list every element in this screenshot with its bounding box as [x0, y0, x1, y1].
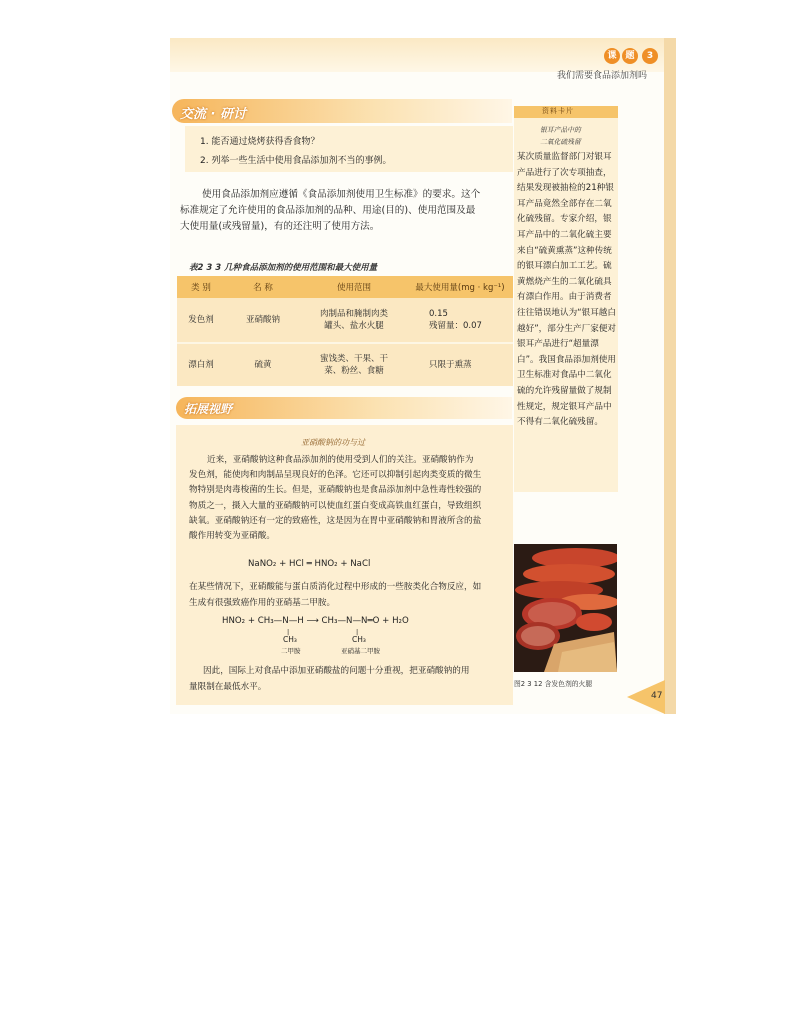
- lesson-badge: 课: [604, 48, 620, 64]
- lesson-badge: 3: [642, 48, 658, 64]
- lesson-badge: 题: [622, 48, 638, 64]
- page-edge-strip: [664, 38, 676, 714]
- cell-line: 残留量：0.07: [429, 321, 482, 331]
- info-card-subtitle: 二氧化硫残留: [540, 138, 581, 146]
- table-cell: [301, 298, 407, 343]
- table-cell: 亚硝酸钠: [225, 298, 301, 343]
- extension-line: 量限制在最低水平。: [189, 682, 267, 692]
- figure-caption: 图2 3 12 含发色剂的火腿: [514, 680, 593, 688]
- paragraph-line: 标准规定了允许使用的食品添加剂的品种、用途(目的)、使用范围及最: [180, 205, 476, 216]
- info-card-subtitle: 银耳产品中的: [540, 126, 581, 134]
- extension-line: 在某些情况下，亚硝酸能与蛋白质消化过程中形成的一些胺类化合物反应，如: [189, 582, 482, 592]
- lesson-subtitle: 我们需要食品添加剂吗: [557, 71, 648, 81]
- equation-1: NaNO₂ + HCl ═ HNO₂ + NaCl: [248, 559, 371, 569]
- methyl-group: CH₃: [283, 635, 297, 644]
- methyl-group: CH₃: [352, 635, 366, 644]
- cell-line: 肉制品和腌制肉类: [319, 309, 388, 319]
- extension-text: [189, 453, 509, 544]
- body-paragraph: [180, 187, 510, 235]
- extension-line: 物质之一，摄入大量的亚硝酸钠可以使血红蛋白变成高铁血红蛋白，导致组织: [189, 500, 482, 511]
- ham-image: [514, 544, 617, 672]
- extension-line: 因此，国际上对食品中添加亚硝酸盐的问题十分重视，把亚硝酸钠的用: [203, 666, 470, 676]
- extension-title: 拓展视野: [184, 402, 233, 416]
- column-header: 类 别: [177, 276, 225, 298]
- table-caption: 表2 3 3 几种食品添加剂的使用范围和最大使用量: [189, 263, 378, 273]
- cell-line: 蜜饯类、干果、干: [319, 354, 388, 364]
- cell-line: 罐头、盐水火腿: [324, 321, 384, 331]
- equation-2: HNO₂ + CH₃—N—H ⟶ CH₃—N—N═O + H₂O: [222, 616, 409, 626]
- compound-label: 二甲胺: [281, 647, 301, 655]
- question-2: 2. 列举一些生活中使用食品添加剂不当的事例。: [200, 156, 392, 166]
- discussion-title: 交流 · 研讨: [180, 107, 246, 122]
- table-header-row: [177, 276, 513, 298]
- paragraph-line: 使用食品添加剂应遵循《食品添加剂使用卫生标准》的要求。这个: [202, 189, 481, 200]
- extension-line: 近来，亚硝酸钠这种食品添加剂的使用受到人们的关注。亚硝酸钠作为: [207, 455, 474, 465]
- extension-line: 缺氧。亚硝酸钠还有一定的致癌性，这是因为在胃中亚硝酸钠和胃液所含的盐: [189, 515, 482, 526]
- table-cell: [301, 343, 407, 386]
- page-top-band: [170, 38, 676, 72]
- extension-line: 发色剂，能使肉和肉制品呈现良好的色泽。它还可以抑制引起肉类变质的微生: [189, 470, 482, 481]
- paragraph-line: 大使用量(或残留量)，有的还注明了使用方法。: [180, 221, 380, 232]
- question-1: 1. 能否通过烧烤获得香食物？: [200, 137, 320, 147]
- extension-line: 酸作用转变为亚硝酸。: [189, 531, 275, 542]
- table-row: [177, 343, 513, 386]
- bond-line: |: [287, 628, 290, 636]
- cell-line: 只限于熏蒸: [429, 360, 472, 370]
- table-cell: 发色剂: [177, 298, 225, 343]
- page-number: 47: [651, 691, 663, 701]
- additive-table: [177, 276, 513, 386]
- table-cell: [407, 343, 513, 386]
- ham-photo: [514, 544, 617, 672]
- info-card-label: 资料卡片: [542, 107, 574, 115]
- cell-line: 0.15: [429, 309, 448, 319]
- extension-subtitle: 亚硝酸钠的功与过: [301, 438, 365, 447]
- cell-line: 菜、粉丝、食糖: [324, 366, 384, 376]
- table-cell: 硫黄: [225, 343, 301, 386]
- column-header: 名 称: [225, 276, 301, 298]
- info-card-text: 某次质量监督部门对银耳产品进行了次专项抽查，结果发现被抽检的21种银耳产品竟然全部存在二氧化硫残留。专家介绍，银耳产品中的二氧化硫主要来自“硫黄熏蒸”这种传统的银耳漂白加工工艺。硫黄燃烧产生的二氧化硫具有漂白作用。由于消费者往往错误地认为“银耳越白越好”，部分生产厂家便对银耳产品进行“超量漂白”。我国食品添加剂使用卫生标准对食品中二氧化硫的允许残留量做了规制性规定，规定银耳产品中不得有二氧化硫残留。: [517, 152, 616, 428]
- table-row: [177, 298, 513, 343]
- table-cell: 漂白剂: [177, 343, 225, 386]
- extension-line: 物特别是肉毒梭菌的生长。但是，亚硝酸钠也是食品添加剂中急性毒性较强的: [189, 485, 482, 496]
- table-cell: [407, 298, 513, 343]
- column-header: 最大使用量(mg · kg⁻¹): [407, 276, 513, 298]
- bond-line: |: [356, 628, 359, 636]
- column-header: 使用范围: [301, 276, 407, 298]
- extension-line: 生成有很强致癌作用的亚硝基二甲胺。: [189, 598, 336, 608]
- compound-label: 亚硝基二甲胺: [341, 647, 380, 655]
